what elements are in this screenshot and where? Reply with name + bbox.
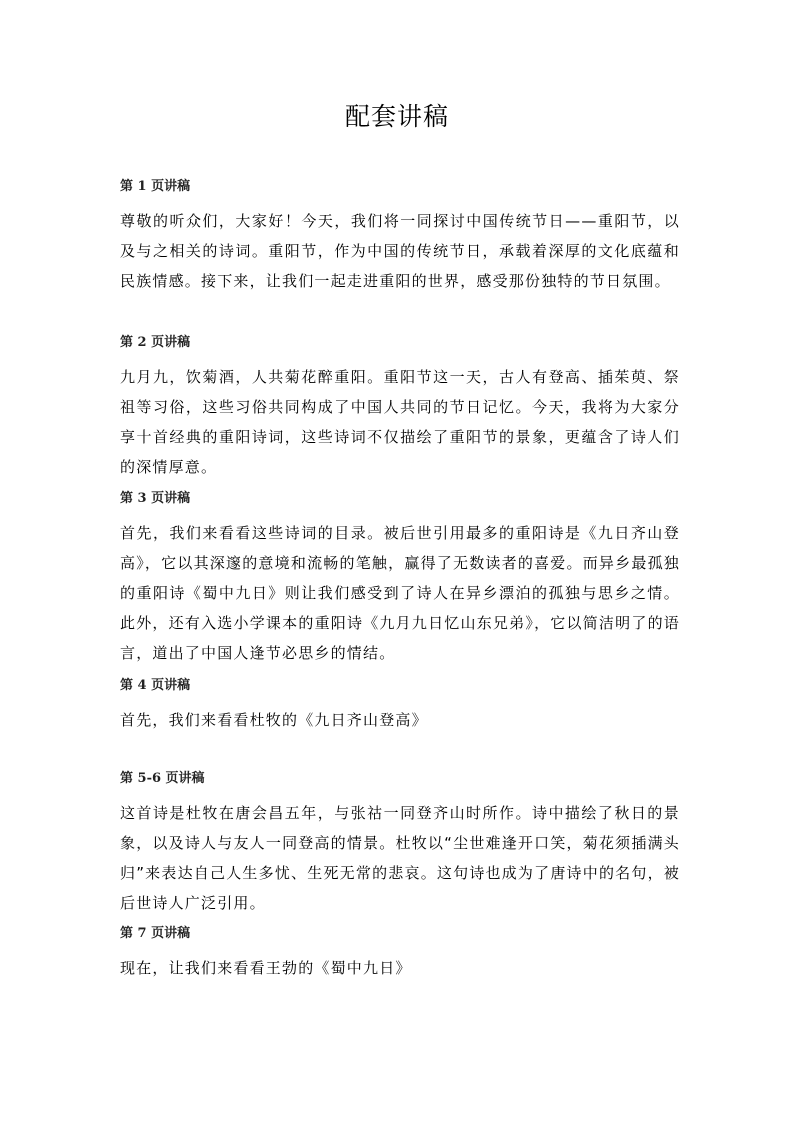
section-page-5-6 — [120, 770, 680, 918]
section-body: 首先，我们来看看这些诗词的目录。被后世引用最多的重阳诗是《九日齐山登高》，它以其深邃的意境和流畅的笔触，赢得了无数读者的喜爱。而异乡最孤独的重阳诗《蜀中九日》则让我们感受到了诗人在异乡漂泊的孤独与思乡之情。此外，还有入选小学课本的重阳诗《九月九日忆山东兄弟》，它以简洁明了的语言，道出了中国人逢节必思乡的情结。 — [120, 524, 680, 662]
section-page-1 — [120, 178, 680, 296]
section-heading: 第 7 页讲稿 — [120, 926, 191, 941]
section-heading: 第 3 页讲稿 — [120, 491, 191, 506]
section-body: 尊敬的听众们，大家好！今天，我们将一同探讨中国传统节日——重阳节，以及与之相关的诗词。重阳节，作为中国的传统节日，承载着深厚的文化底蕴和民族情感。接下来，让我们一起走进重阳的世界，感受那份独特的节日氛围。 — [120, 212, 680, 290]
section-page-3 — [120, 490, 680, 668]
section-body: 现在，让我们来看看王勃的《蜀中九日》 — [120, 959, 412, 977]
section-body: 九月九，饮菊酒，人共菊花醉重阳。重阳节这一天，古人有登高、插茱萸、祭祖等习俗，这些习俗共同构成了中国人共同的节日记忆。今天，我将为大家分享十首经典的重阳诗词，这些诗词不仅描绘了重阳节的景象，更蕴含了诗人们的深情厚意。 — [120, 368, 680, 476]
section-page-7 — [120, 925, 680, 983]
section-heading: 第 1 页讲稿 — [120, 179, 191, 194]
section-heading: 第 5-6 页讲稿 — [120, 771, 205, 786]
section-body: 这首诗是杜牧在唐会昌五年，与张祜一同登齐山时所作。诗中描绘了秋日的景象，以及诗人与友人一同登高的情景。杜牧以“尘世难逢开口笑，菊花须插满头归”来表达自己人生多忧、生死无常的悲哀。这句诗也成为了唐诗中的名句，被后世诗人广泛引用。 — [120, 804, 680, 912]
section-page-2 — [120, 334, 680, 482]
section-body: 首先，我们来看看杜牧的《九日齐山登高》 — [120, 711, 428, 729]
section-heading: 第 2 页讲稿 — [120, 335, 191, 350]
document-title: 配套讲稿 — [344, 102, 449, 131]
section-heading: 第 4 页讲稿 — [120, 678, 191, 693]
section-page-4 — [120, 677, 680, 735]
